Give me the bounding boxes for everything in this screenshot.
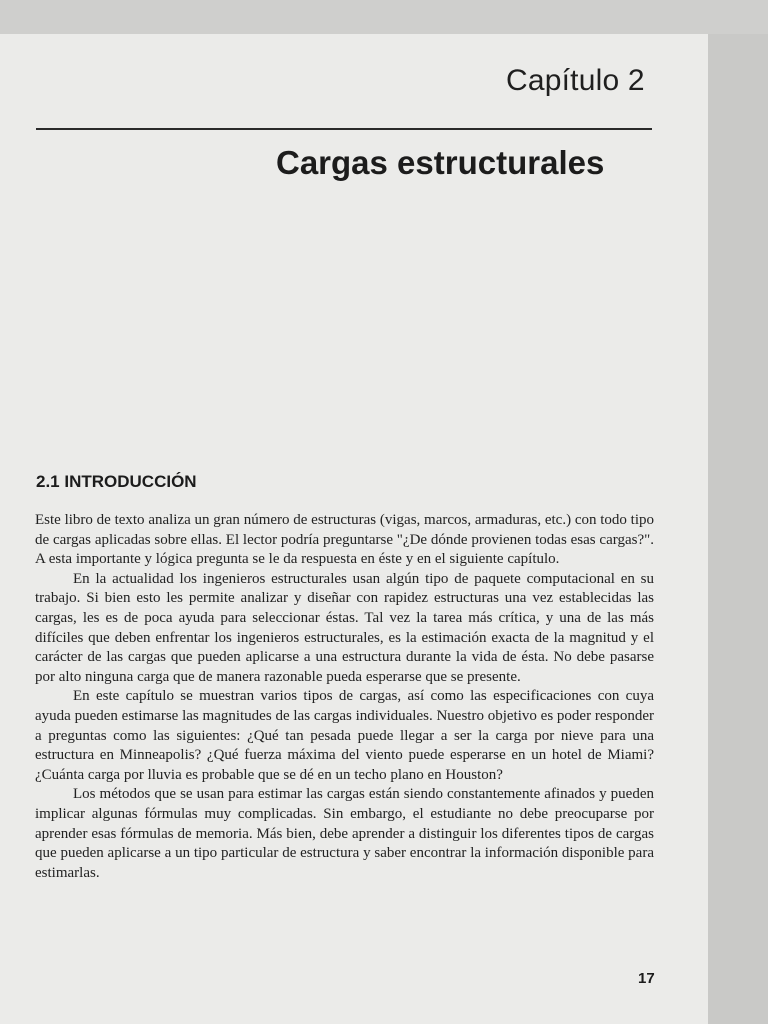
chapter-rule bbox=[36, 128, 652, 130]
paragraph: En este capítulo se muestran varios tipos de cargas, así como las especificaciones con cuya ayuda pueden estimarse las magnitudes de las cargas individuales. Nuestro objetivo es poder responder a preguntas como las siguientes: ¿Qué tan pesada puede llegar a ser la carga por nieve para una estructura en Minneapolis? ¿Qué fuerza máxima del viento puede esperarse en un hotel de Miami? ¿Cuánta carga por lluvia es probable que se dé en un techo plano en Houston? bbox=[35, 688, 654, 783]
page-number: 17 bbox=[638, 970, 655, 987]
chapter-label: Capítulo 2 bbox=[506, 64, 645, 97]
scan-top-shadow bbox=[0, 0, 768, 34]
scan-right-edge bbox=[708, 34, 768, 1024]
paragraph: En la actualidad los ingenieros estructurales usan algún tipo de paquete computacional en su trabajo. Si bien esto les permite analizar y diseñar con rapidez estructuras una vez establecidas las cargas, les es de poca ayuda para seleccionar éstas. Tal vez la tarea más crítica, y una de las más difíciles que deben enfrentar los ingenieros estructurales, es la estimación exacta de la magnitud y el carácter de las cargas que pueden aplicarse a una estructura durante la vida de ésta. No debe pasarse por alto ninguna carga que de manera razonable pueda esperarse que se presente. bbox=[35, 570, 654, 685]
paragraph: Los métodos que se usan para estimar las cargas están siendo constantemente afinados y pueden implicar algunas fórmulas muy complicadas. Sin embargo, el estudiante no debe preocuparse por aprender esas fórmulas de memoria. Más bien, debe aprender a distinguir los diferentes tipos de cargas que pueden aplicarse a un tipo particular de estructura y saber encontrar la información disponible para estimarlas. bbox=[35, 786, 654, 881]
paragraph: Este libro de texto analiza un gran número de estructuras (vigas, marcos, armaduras, etc.) con todo tipo de cargas aplicadas sobre ellas. El lector podría preguntarse "¿De dónde provienen todas esas cargas?". A esta importante y lógica pregunta se le da respuesta en éste y en el siguiente capítulo. bbox=[35, 512, 654, 568]
body-text bbox=[35, 511, 654, 883]
chapter-title: Cargas estructurales bbox=[276, 144, 605, 181]
section-heading: 2.1 INTRODUCCIÓN bbox=[36, 472, 197, 491]
